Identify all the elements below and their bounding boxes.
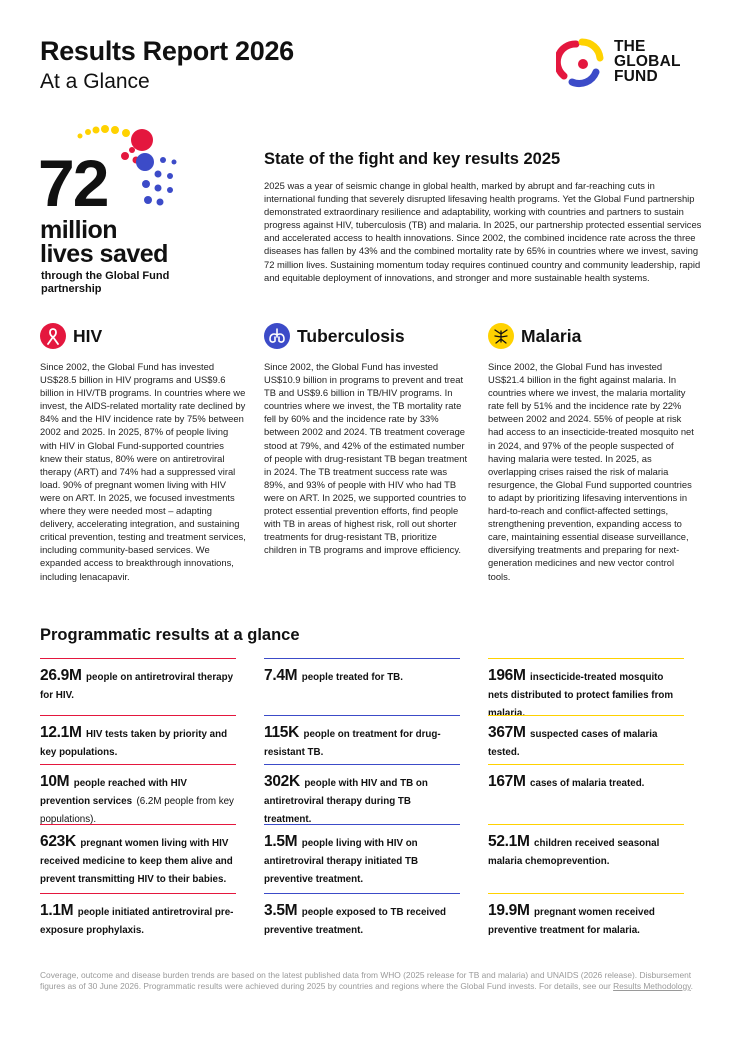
result-item: 12.1M HIV tests taken by priority and key populations. [40,715,236,760]
page-subtitle: At a Glance [40,70,150,93]
footnote: Coverage, outcome and disease burden trends are based on the latest published data from WHO (2025 release for TB and malaria) and UNAIDS (2026 release). Disbursement figures as of 30 June 2026. Programmatic results were achieved during 2025 by countries and regions where the Global Fund invests. For details, see our Results Methodology. [40,970,693,991]
result-item: 167M cases of malaria treated. [488,764,684,791]
result-item: 52.1M children received seasonal malaria chemoprevention. [488,824,684,869]
result-item: 623K pregnant women living with HIV received medicine to keep them alive and prevent transmitting HIV to their babies. [40,824,236,887]
result-item: 115K people on treatment for drug-resistant TB. [264,715,460,760]
result-item: 3.5M people exposed to TB received preventive treatment. [264,893,460,938]
logo-text: THE GLOBAL FUND [614,38,681,85]
fight-body: 2025 was a year of seismic change in global health, marked by abrupt and far-reaching cuts in international funding that severely disrupted lifesaving health programs. Yet the Global Fund partnership demonstrated extraordinary resilience and adaptability, working with countries and partners to sustain progress against HIV, tuberculosis (TB) and malaria. In 2025, our partnership protected essential services and accelerated access to health innovations. Since 2002, the combined incidence rate across the three diseases has fallen by 43% and the combined mortality rate by 65% in countries where we invest, saving 72 million lives. Sustaining momentum today requires continued country and community leadership, rapid and equitable deployment of innovations, and stronger and more sustainable health systems. [264,180,702,283]
logo-mark-icon [556,36,608,90]
fight-title: State of the fight and key results 2025 [264,150,561,168]
disease-body: Since 2002, the Global Fund has invested US$28.5 billion in HIV programs and US$9.6 billion in HIV/TB programs. In countries where we invest, the AIDS-related mortality rate declined by 84% and the HIV incidence rate by 75% between 2002 and 2025. In 2025, 87% of people living with HIV in Global Fund-supported countries knew their status, 80% were on antiretroviral therapy (ART) and 74% had a suppressed viral load. 90% of pregnant women living with HIV were on ART. In 2025, we focused investments where they were needed most – adapting delivery, accelerating integration, and sustaining critical prevention, testing and treatment services, including community-based services. We expanded access to breakthrough innovations, including lenacapavir. [40,361,246,582]
disease-column-tb [264,322,470,556]
result-item: 26.9M people on antiretroviral therapy for HIV. [40,658,236,703]
disease-title: Tuberculosis [297,325,405,346]
lives-saved-sub: through the Global Fund partnership [41,270,170,295]
result-item: 10M people reached with HIV prevention services (6.2M people from key populations). [40,764,236,827]
result-item: 196M insecticide-treated mosquito nets distributed to protect families from malaria. [488,658,684,721]
disease-title: Malaria [521,325,582,346]
result-item: 367M suspected cases of malaria tested. [488,715,684,760]
result-item: 1.5M people living with HIV on antiretroviral therapy initiated TB preventive treatment. [264,824,460,887]
disease-body: Since 2002, the Global Fund has invested US$21.4 billion in the fight against malaria. In countries where we invest, the malaria mortality rate fell by 51% and the incidence rate by 22% between 2002 and 2024. 55% of people at risk had access to an insecticide-treated mosquito net in 2024, and 97% of the people suspected of having malaria were tested. In 2025, as overlapping crises raised the risk of malaria resurgence, the Global Fund supported countries to adapt by prioritizing lifesaving interventions in hard-to-reach and conflict-affected settings, strengthening prevention, expanding access to care, maintaining essential disease surveillance, diversifying treatments and preparing for next-generation medicines and new vector control tools. [488,361,694,582]
ribbon-icon [40,323,66,349]
result-item: 302K people with HIV and TB on antiretroviral therapy during TB treatment. [264,764,460,827]
programmatic-title: Programmatic results at a glance [40,626,300,644]
lungs-icon [264,323,290,349]
page-title: Results Report 2026 [40,36,294,66]
results-methodology-link[interactable]: Results Methodology [613,981,691,991]
result-item: 19.9M pregnant women received preventive treatment for malaria. [488,893,684,938]
global-fund-logo [556,36,701,92]
mosquito-icon [488,323,514,349]
disease-column-malaria [488,322,694,583]
disease-title: HIV [73,325,103,346]
lives-saved-line2: lives saved [40,240,168,268]
result-item: 1.1M people initiated antiretroviral pre-exposure prophylaxis. [40,893,236,938]
disease-body: Since 2002, the Global Fund has invested US$10.9 billion in programs to prevent and treat TB and US$9.6 billion in TB/HIV programs. In countries where we invest, the TB mortality rate fell by 60% and the incidence rate by 33% between 2002 and 2024. TB treatment coverage stood at 79%, and 42% of the estimated number of people with drug-resistant TB began treatment in 2024. The TB treatment success rate was 89%, and 93% of people with HIV who had TB were on ART. In 2025, we supported countries to protect essential prevention efforts, find people with TB in areas of highest risk, roll out shorter treatments for drug-resistant TB, prioritize children in TB programs and improve efficiency. [264,361,468,556]
result-item: 7.4M people treated for TB. [264,658,460,685]
lives-saved-line1: million [40,216,118,244]
disease-column-hiv [40,322,246,583]
lives-saved-number: 72 [38,146,108,220]
